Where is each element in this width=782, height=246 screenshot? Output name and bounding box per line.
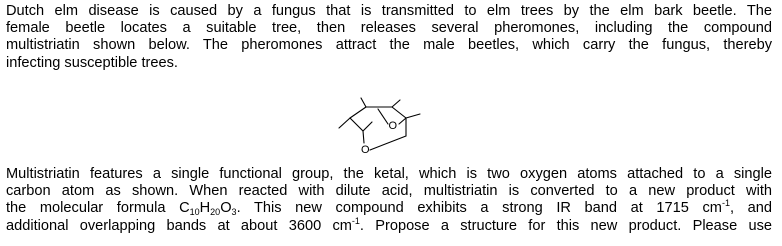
bond <box>350 107 366 118</box>
intro-line-2: female beetle locates a suitable tree, then releases several pheromones, including the compound <box>6 20 772 37</box>
wavenumber-exponent-2: -1 <box>351 215 360 226</box>
formula-prefix: the molecular formula C <box>6 200 190 217</box>
intro-line-4: infecting susceptible trees. <box>6 54 178 71</box>
bond <box>370 136 406 150</box>
oxygen-label-ring: O <box>388 120 398 132</box>
overlap-bands-text: additional overlapping bands at about 3600 cm <box>6 217 352 234</box>
bond <box>392 100 400 107</box>
bond <box>378 109 388 124</box>
carbon-count: 10 <box>189 207 200 218</box>
hydrogen-symbol: H <box>199 200 211 217</box>
intro-paragraph <box>6 3 772 72</box>
question-paragraph <box>6 166 772 235</box>
question-line-3 <box>6 200 772 217</box>
oxygen-count: 3 <box>231 207 237 218</box>
bond <box>350 118 363 131</box>
oxygen-symbol: O <box>220 200 232 217</box>
bond <box>363 131 364 143</box>
bond <box>406 114 420 118</box>
question-line-1: Multistriatin features a single functional group, the ketal, which is two oxygen atoms attached to a single <box>6 166 772 182</box>
bond <box>392 107 406 118</box>
bond <box>363 122 372 131</box>
oxygen-label-lower: O <box>361 144 370 156</box>
multistriatin-structure <box>330 96 440 158</box>
propose-structure-text: . Propose a structure for this new product. Please use <box>359 217 773 234</box>
intro-line-3: multistriatin shown below. The pheromones attract the male beetles, which carry the fungus, thereby <box>6 37 772 54</box>
hydrogen-count: 20 <box>210 207 221 218</box>
intro-line-1: Dutch elm disease is caused by a fungus that is transmitted to elm trees by the elm bark beetle. The <box>6 3 772 19</box>
bond <box>361 98 366 107</box>
ir-band-text: . This new compound exhibits a strong IR band at 1715 cm <box>236 200 722 217</box>
bond <box>399 118 406 124</box>
question-line-2: carbon atom as shown. When reacted with dilute acid, multistriatin is converted to a new product with <box>6 183 772 200</box>
question-line-4 <box>6 215 773 235</box>
bond <box>339 118 350 128</box>
line3-end: , and <box>729 200 772 217</box>
wavenumber-exponent: -1 <box>721 198 730 209</box>
